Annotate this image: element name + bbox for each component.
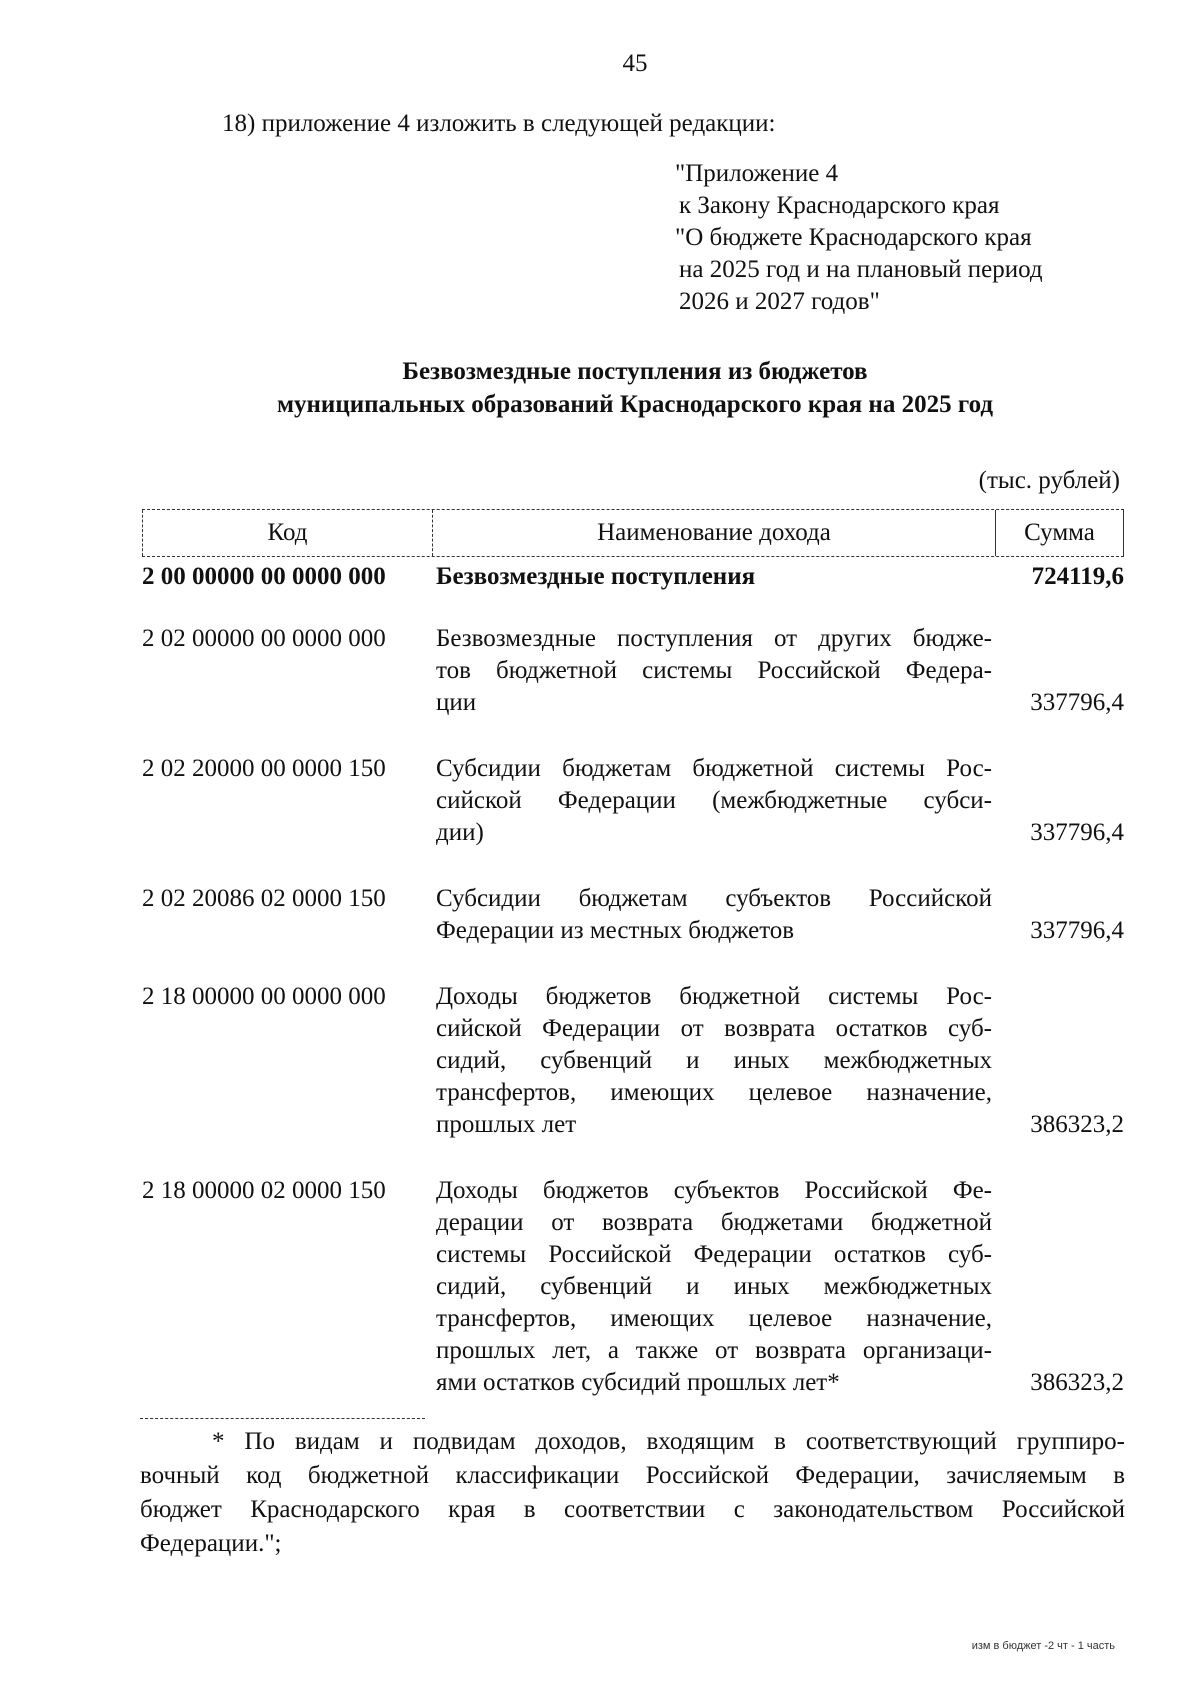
footer-file-mark: изм в бюджет -2 чт - 1 часть [971,1640,1115,1652]
row-sum: 337796,4 [1030,689,1124,716]
row-name [432,981,992,1141]
row-name-line: Субсидии бюджетам субъектов Российской [436,885,992,912]
row-name [432,623,992,719]
title-line: муниципальных образований Краснодарского края на 2025 год [277,391,993,418]
row-name-line: тов бюджетной системы Российской Федера- [436,657,992,684]
row-name [432,753,992,849]
row-sum: 337796,4 [1030,917,1124,944]
row-code: 2 02 20086 02 0000 150 [142,885,386,912]
row-name-line: Доходы бюджетов бюджетной системы Рос- [436,983,992,1010]
row-name [432,1175,992,1399]
row-name-line: трансфертов, имеющих целевое назначение, [436,1079,992,1106]
row-code: 2 02 20000 00 0000 150 [142,755,386,782]
footnote-divider [140,1418,425,1419]
row-name [432,561,992,593]
appendix-reference [675,158,1043,318]
row-name-line: дии) [436,819,484,846]
table-row [142,623,1124,719]
row-name-line: ции [436,689,477,716]
row-name-line: Федерации из местных бюджетов [436,917,795,944]
document-title [140,355,1130,421]
footnote-line: Федерации."; [140,1530,282,1557]
row-name-line: системы Российской Федерации остатков суб- [436,1241,992,1268]
row-name-line: Безвозмездные поступления от других бюдже- [436,625,992,652]
row-name-line: Субсидии бюджетам бюджетной системы Рос- [436,755,992,782]
row-name-line: сийской Федерации (межбюджетные субси- [436,787,992,814]
row-name-line: ями остатков субсидий прошлых лет* [436,1369,840,1396]
table-header [142,509,1124,557]
row-name-line: Доходы бюджетов субъектов Российской Фе- [436,1177,992,1204]
row-name-line: сидий, субвенций и иных межбюджетных [436,1273,992,1300]
row-name-line: сийской Федерации от возврата остатков суб- [436,1015,992,1042]
header-sum: Сумма [995,510,1124,556]
table-row [142,561,1124,593]
appendix-line: "Приложение 4 [675,160,839,187]
row-code: 2 18 00000 00 0000 000 [142,983,386,1010]
amendment-intro: 18) приложение 4 изложить в следующей редакции: [222,110,776,137]
footnote-line: вочный код бюджетной классификации Российской Федерации, зачисляемым в [140,1462,1125,1489]
footnote [140,1425,1125,1561]
appendix-line: к Закону Краснодарского края [679,192,1000,219]
header-code: Код [142,510,432,556]
table-body [142,561,1124,1433]
row-name-line: прошлых лет [436,1111,577,1138]
row-name-line: дерации от возврата бюджетами бюджетной [436,1209,992,1236]
row-name-line: сидий, субвенций и иных межбюджетных [436,1047,992,1074]
row-sum: 386323,2 [1030,1369,1124,1396]
appendix-line: на 2025 год и на плановый период [679,256,1043,283]
table-row [142,981,1124,1141]
appendix-line: "О бюджете Краснодарского края [675,224,1032,251]
row-code: 2 00 00000 00 0000 000 [142,563,386,590]
header-name: Наименование дохода [432,510,995,556]
title-line: Безвозмездные поступления из бюджетов [402,358,868,385]
row-sum: 724119,6 [1031,563,1124,590]
row-code: 2 18 00000 02 0000 150 [142,1177,386,1204]
table-row [142,883,1124,947]
footnote-line: бюджет Краснодарского края в соответствии с законодательством Российской [140,1496,1125,1523]
row-code: 2 02 00000 00 0000 000 [142,625,386,652]
row-name-line: прошлых лет, а также от возврата организаци- [436,1337,992,1364]
row-name-line: трансфертов, имеющих целевое назначение, [436,1305,992,1332]
appendix-line: 2026 и 2027 годов" [679,288,880,315]
row-sum: 386323,2 [1030,1111,1124,1138]
row-sum: 337796,4 [1030,819,1124,846]
page-number: 45 [622,50,648,77]
row-name-line: Безвозмездные поступления [436,563,756,590]
table-row [142,753,1124,849]
footnote-line: * По видам и подвидам доходов, входящим в соответствующий группиро- [212,1428,1125,1455]
units-label: (тыс. рублей) [978,467,1120,494]
row-name [432,883,992,947]
table-row [142,1175,1124,1399]
